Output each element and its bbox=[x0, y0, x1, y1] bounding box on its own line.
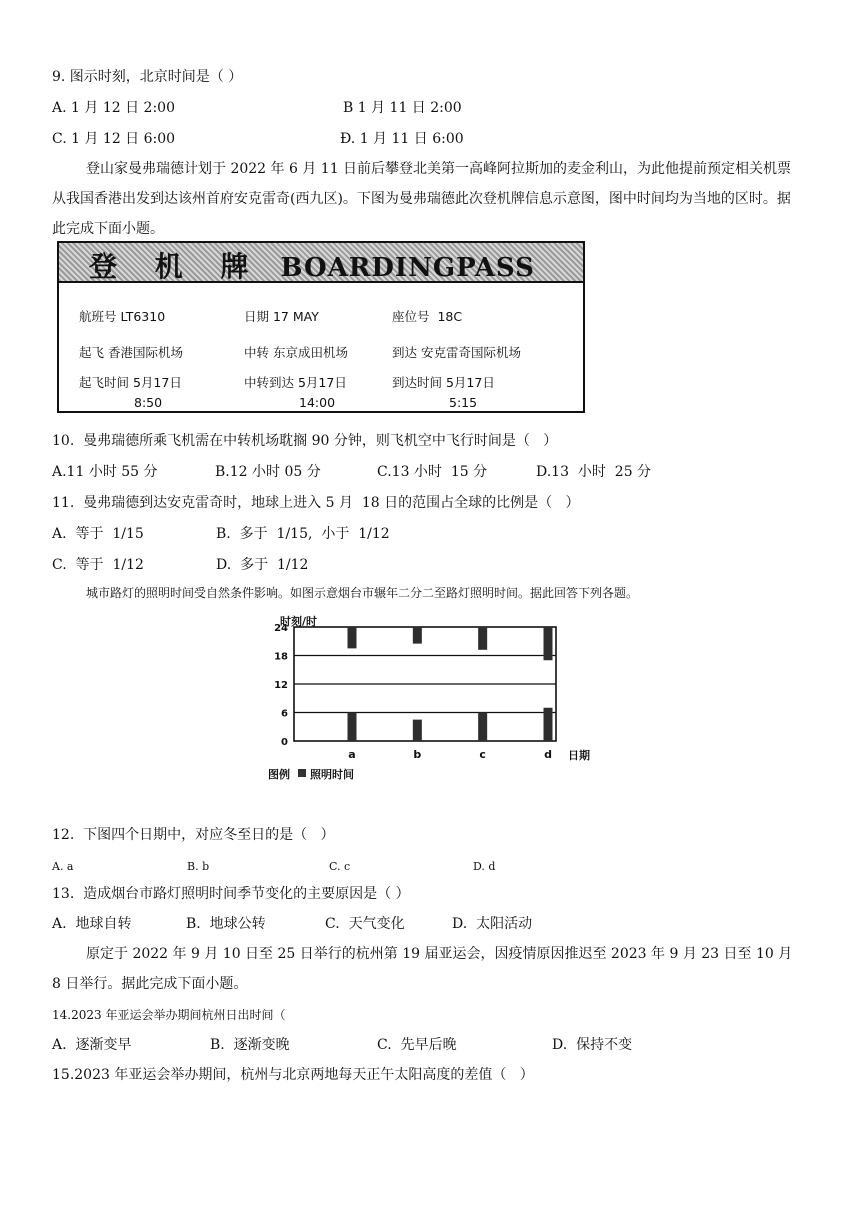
arrival-time-label: 到达时间 5月17日 bbox=[392, 375, 495, 390]
q10-option-d: D.13 小时 25 分 bbox=[536, 464, 652, 480]
y-tick-label: 12 bbox=[274, 680, 288, 691]
question-11-stem: 11. 曼弗瑞德到达安克雷奇时，地球上进入 5 月 18 日的范围占全球的比例是（ ） bbox=[52, 495, 580, 511]
departure-airport: 起飞 香港国际机场 bbox=[79, 345, 183, 360]
y-tick-label: 0 bbox=[281, 737, 288, 748]
transfer-time-label: 中转到达 5月17日 bbox=[244, 375, 347, 390]
q9-option-a: A. 1 月 12 日 2:00 bbox=[52, 100, 175, 116]
departure-time-label: 起飞时间 5月17日 bbox=[79, 375, 182, 390]
x-tick-label: d bbox=[544, 748, 552, 761]
departure-time: 8:50 bbox=[134, 395, 163, 410]
q14-option-a: A. 逐渐变早 bbox=[52, 1037, 132, 1053]
q14-option-d: D. 保持不变 bbox=[552, 1037, 633, 1053]
y-tick-label: 6 bbox=[281, 708, 288, 720]
x-axis-label: 日期 bbox=[568, 749, 590, 762]
q13-option-b: B. 地球公转 bbox=[186, 916, 266, 932]
lighting-time-chart bbox=[260, 615, 590, 810]
flight-date: 日期 17 MAY bbox=[244, 309, 319, 324]
q9-option-b: B 1 月 11 日 2:00 bbox=[343, 100, 462, 116]
legend-item: 照明时间 bbox=[310, 768, 354, 781]
q9-option-d: Đ. 1 月 11 日 6:00 bbox=[340, 131, 464, 147]
legend-label: 图例 bbox=[268, 768, 290, 781]
q10-option-c: C.13 小时 15 分 bbox=[377, 464, 488, 480]
lighting-bar bbox=[544, 627, 553, 660]
question-9-stem: 9. 图示时刻，北京时间是（ ） bbox=[52, 69, 243, 85]
arrival-airport: 到达 安克雷奇国际机场 bbox=[392, 345, 521, 360]
passage-boarding: 登山家曼弗瑞德计划于 2022 年 6 月 11 日前后攀登北美第一高峰阿拉斯加的麦金利山，为此他提前预定相关机票从我国香港出发到达该州首府安克雷奇(西九区)。下图为曼弗瑞德此次登机牌信息示意图，图中时间均为当地的区时。据此完成下面小题。 bbox=[52, 161, 792, 237]
boarding-pass-header bbox=[59, 243, 583, 283]
seat-number: 座位号 18C bbox=[392, 309, 463, 324]
passage-asian-games: 原定于 2022 年 9 月 10 日至 25 日举行的杭州第 19 届亚运会，因疫情原因推迟至 2023 年 9 月 23 日至 10 月 8 日举行。据此完成下面小题。 bbox=[52, 946, 793, 992]
x-tick-label: b bbox=[413, 748, 422, 761]
legend-swatch bbox=[298, 769, 306, 777]
boarding-pass-title-cn: 登 机 牌 bbox=[89, 250, 263, 283]
flight-number: 航班号 LT6310 bbox=[79, 309, 166, 324]
lighting-bar bbox=[478, 627, 487, 650]
lighting-bar bbox=[348, 627, 357, 648]
arrival-time: 5:15 bbox=[449, 395, 478, 410]
q13-option-a: A. 地球自转 bbox=[52, 916, 132, 932]
q10-option-a: A.11 小时 55 分 bbox=[52, 464, 158, 480]
lighting-bar bbox=[413, 627, 422, 644]
question-10-stem: 10. 曼弗瑞德所乘飞机需在中转机场耽搁 90 分钟，则飞机空中飞行时间是（ ） bbox=[52, 433, 558, 449]
y-tick-label: 18 bbox=[274, 651, 288, 663]
q11-option-c: C. 等于 1/12 bbox=[52, 557, 144, 573]
boarding-pass bbox=[57, 241, 585, 413]
q9-option-c: C. 1 月 12 日 6:00 bbox=[52, 131, 176, 147]
question-13-stem: 13. 造成烟台市路灯照明时间季节变化的主要原因是（ ） bbox=[52, 886, 410, 902]
q11-option-b: B. 多于 1/15, 小于 1/12 bbox=[216, 526, 390, 542]
q12-option-b: B. b bbox=[187, 860, 210, 873]
q10-option-b: B.12 小时 05 分 bbox=[215, 464, 321, 480]
q11-option-d: D. 多于 1/12 bbox=[216, 557, 309, 573]
y-tick-label: 24 bbox=[274, 623, 288, 634]
lighting-bar bbox=[348, 713, 357, 742]
q14-option-b: B. 逐渐变晚 bbox=[210, 1037, 290, 1053]
question-15-stem: 15.2023 年亚运会举办期间，杭州与北京两地每天正午太阳高度的差值（ ） bbox=[52, 1067, 534, 1083]
x-tick-label: a bbox=[348, 748, 356, 761]
q13-option-c: C. 天气变化 bbox=[325, 916, 405, 932]
question-12-stem: 12. 下图四个日期中，对应冬至日的是（ ） bbox=[52, 827, 335, 843]
q12-option-c: C. c bbox=[329, 860, 351, 873]
transfer-airport: 中转 东京成田机场 bbox=[244, 345, 348, 360]
lighting-bar bbox=[544, 708, 553, 741]
q14-option-c: C. 先早后晚 bbox=[377, 1037, 457, 1053]
boarding-pass-title-en: BOARDINGPASS bbox=[280, 253, 535, 283]
q12-option-d: D. d bbox=[473, 860, 496, 873]
q11-option-a: A. 等于 1/15 bbox=[52, 526, 144, 542]
q12-option-a: A. a bbox=[52, 860, 74, 873]
transfer-time: 14:00 bbox=[299, 395, 336, 410]
lighting-bar bbox=[478, 713, 487, 742]
y-axis-label: 时刻/时 bbox=[280, 615, 318, 628]
question-14-stem: 14.2023 年亚运会举办期间杭州日出时间（ bbox=[52, 1008, 286, 1022]
x-tick-label: c bbox=[479, 748, 486, 761]
q13-option-d: D. 太阳活动 bbox=[452, 916, 533, 932]
passage-streetlights: 城市路灯的照明时间受自然条件影响。如图示意烟台市辗年二分二至路灯照明时间。据此回答下列各题。 bbox=[86, 586, 639, 600]
lighting-bar bbox=[413, 720, 422, 741]
